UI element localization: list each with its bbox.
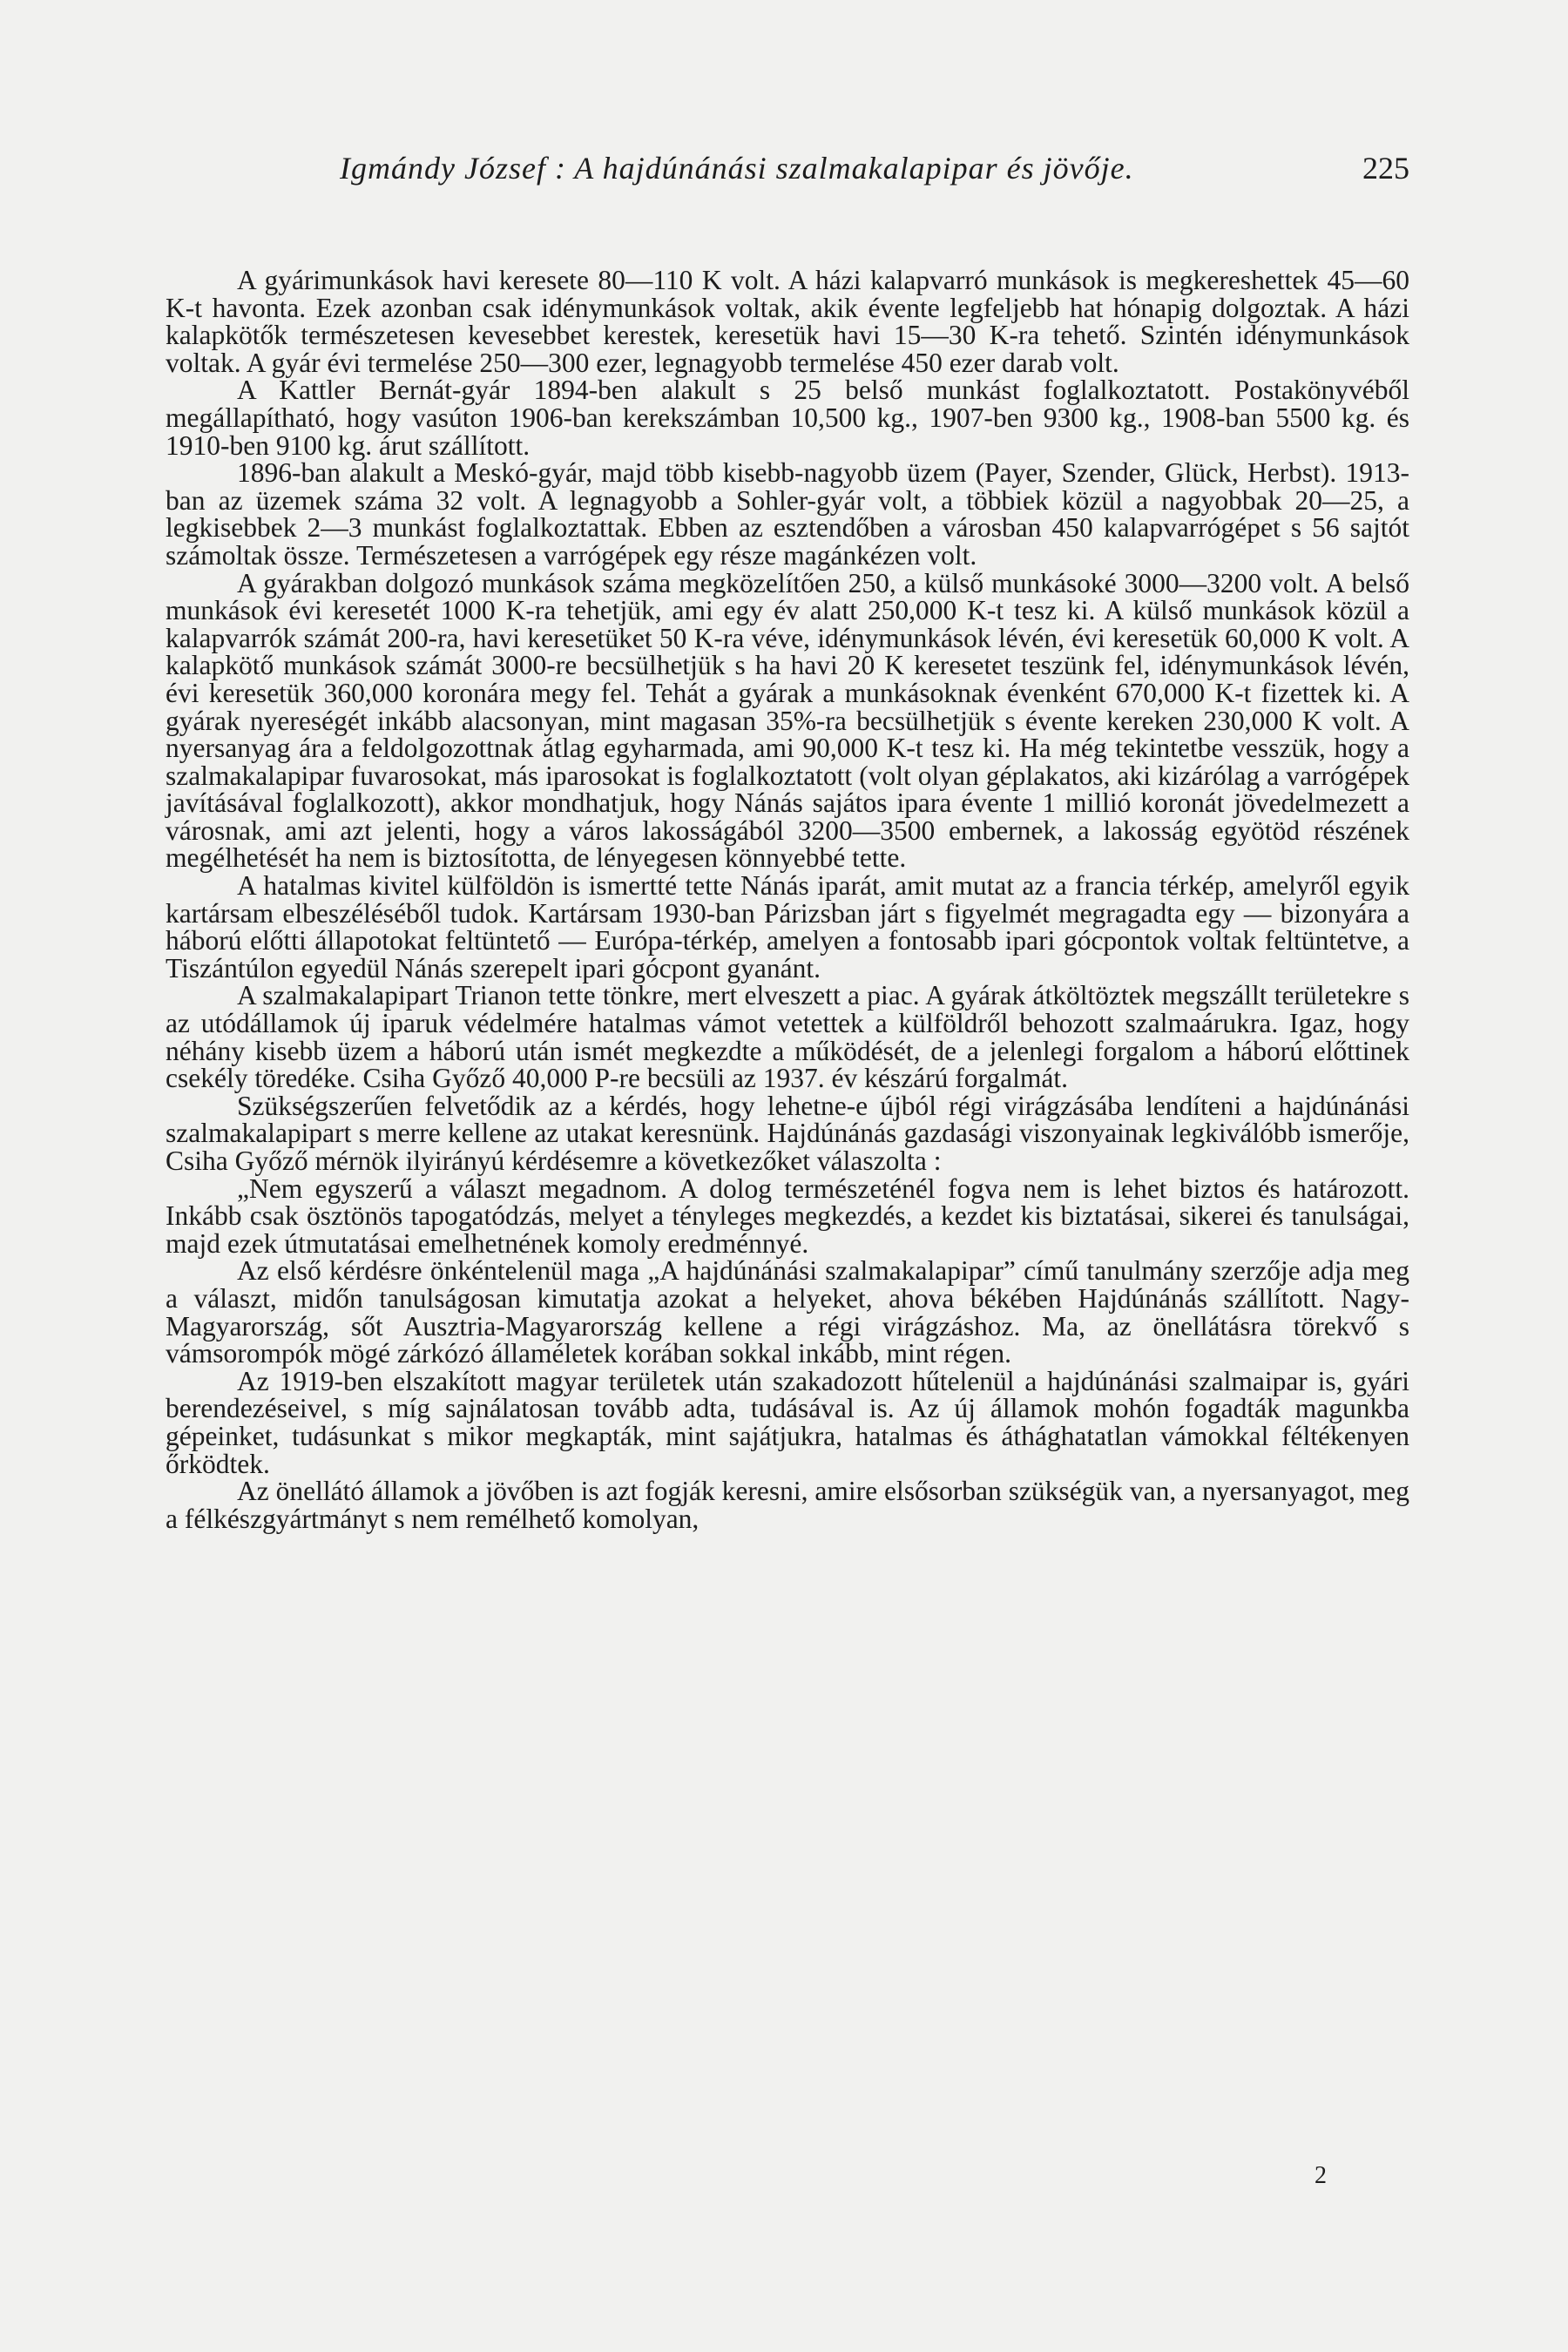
body-text <box>166 267 1409 1532</box>
paragraph: A gyárimunkások havi keresete 80—110 K volt. A házi kalapvarró munkások is megkereshettek 45—60 K-t havonta. Ezek azonban csak idénymunkások voltak, akik évente legfeljebb hat hónapig dolgoztak. A házi kalapkötők természetesen kevesebbet kerestek, keresetük havi 15—30 K-ra tehető. Szintén idénymunkások voltak. A gyár évi termelése 250—300 ezer, legnagyobb termelése 450 ezer darab volt. <box>166 265 1409 378</box>
page-header <box>340 150 1409 192</box>
paragraph: 1896-ban alakult a Meskó-gyár, majd több kisebb-nagyobb üzem (Payer, Szender, Glück, Herbst). 1913-ban az üzemek száma 32 volt. A legnagyobb a Sohler-gyár volt, a többiek közül a nagyobbak 20—25, a legkisebbek 2—3 munkást foglalkoztattak. Ebben az esztendőben a városban 450 kalapvarrógépet s 56 sajtót számoltak össze. Természetesen a varrógépek egy része magánkézen volt. <box>166 457 1409 571</box>
paragraph: Az önellátó államok a jövőben is azt fogják keresni, amire elsősorban szükségük van, a nyersanyagot, meg a félkészgyártmányt s nem remélhető komolyan, <box>166 1476 1409 1534</box>
signature-mark: 2 <box>1315 2162 1327 2189</box>
page-number: 225 <box>1362 151 1409 186</box>
running-title: Igmándy József : A hajdúnánási szalmakalapipar és jövője. <box>340 151 1134 186</box>
paragraph: Szükségszerűen felvetődik az a kérdés, hogy lehetne-e újból régi virágzásába lendíteni a hajdúnánási szalmakalapipart s merre kellene az utakat keresnünk. Hajdúnánás gazdasági viszonyainak legkiválóbb ismerője, Csiha Győző mérnök ilyirányú kérdésemre a következőket válaszolta : <box>166 1090 1409 1176</box>
paragraph: „Nem egyszerű a választ megadnom. A dolog természeténél fogva nem is lehet biztos és határozott. Inkább csak ösztönös tapogatódzás, melyet a tényleges megkezdés, a kezdet kis biztatásai, sikerei és tanulságai, majd ezek útmutatásai emelhetnének komoly eredménnyé. <box>166 1173 1409 1259</box>
paragraph: A gyárakban dolgozó munkások száma megközelítően 250, a külső munkásoké 3000—3200 volt. A belső munkások évi keresetét 1000 K-ra tehetjük, ami egy év alatt 250,000 K-t tesz ki. A külső munkások közül a kalapvarrók számát 200-ra, havi keresetüket 50 K-ra véve, idénymunkások lévén, évi keresetük 60,000 K volt. A kalapkötő munkások számát 3000-re becsülhetjük s ha havi 20 K keresetet teszünk fel, idénymunkások lévén, évi keresetük 360,000 koronára megy fel. Tehát a gyárak a munkásoknak évenként 670,000 K-t fizettek ki. A gyárak nyereségét inkább alacsonyan, mint magasan 35%-ra becsülhetjük s évente kereken 230,000 K volt. A nyersanyag ára a feldolgozottnak átlag egyharmada, ami 90,000 K-t tesz ki. Ha még tekintetbe vesszük, hogy a szalmakalapipar fuvarosokat, más iparosokat is foglalkoztatott (volt olyan géplakatos, aki kizárólag a varrógépek javításával foglalkozott), akkor mondhatjuk, hogy Nánás sajátos ipara évente 1 millió koronát jövedelmezett a városnak, ami azt jelenti, hogy a város lakosságából 3200—3500 embernek, a lakosság egyötöd részének megélhetését ha nem is biztosította, de lényegesen könnyebbé tette. <box>166 567 1409 874</box>
paragraph: A szalmakalapipart Trianon tette tönkre, mert elveszett a piac. A gyárak átköltöztek megszállt területekre s az utódállamok új iparuk védelmére hatalmas vámot vetettek a külföldről behozott szalmaárukra. Igaz, hogy néhány kisebb üzem a háború után ismét megkezdte a működését, de a jelenlegi forgalom a háború előttinek csekély töredéke. Csiha Győző 40,000 P-re becsüli az 1937. év készárú forgalmát. <box>166 980 1409 1094</box>
paragraph: A Kattler Bernát-gyár 1894-ben alakult s 25 belső munkást foglalkoztatott. Postakönyvéből megállapítható, hogy vasúton 1906-ban kerekszámban 10,500 kg., 1907-ben 9300 kg., 1908-ban 5500 kg. és 1910-ben 9100 kg. árut szállított. <box>166 375 1409 461</box>
paragraph: Az 1919-ben elszakított magyar területek után szakadozott hűtelenül a hajdúnánási szalmaipar is, gyári berendezéseivel, s míg sajnálatosan tovább adta, tudásával is. Az új államok mohón fogadták magunkba gépeinket, tudásunkat s mikor megkapták, mint sajátjukra, hatalmas és áthághatatlan vámokkal féltékenyen őrködtek. <box>166 1365 1409 1479</box>
paragraph: Az első kérdésre önkéntelenül maga „A hajdúnánási szalmakalapipar” című tanulmány szerzője adja meg a választ, midőn tanulságosan kimutatja azokat a helyeket, ahova békében Hajdúnánás szállított. Nagy-Magyarország, sőt Ausztria-Magyarország kellene a régi virágzáshoz. Ma, az önellátásra törekvő s vámsorompók mögé zárkózó államéletek korában sokkal inkább, mint régen. <box>166 1255 1409 1369</box>
paragraph: A hatalmas kivitel külföldön is ismertté tette Nánás iparát, amit mutat az a francia térkép, amelyről egyik kartársam elbeszéléséből tudok. Kartársam 1930-ban Párizsban járt s figyelmét megragadta egy — bizonyára a háború előtti állapotokat feltüntető — Európa-térkép, amelyen a fontosabb ipari gócpontok voltak feltüntetve, a Tiszántúlon egyedül Nánás szerepelt ipari gócpont gyanánt. <box>166 870 1409 983</box>
